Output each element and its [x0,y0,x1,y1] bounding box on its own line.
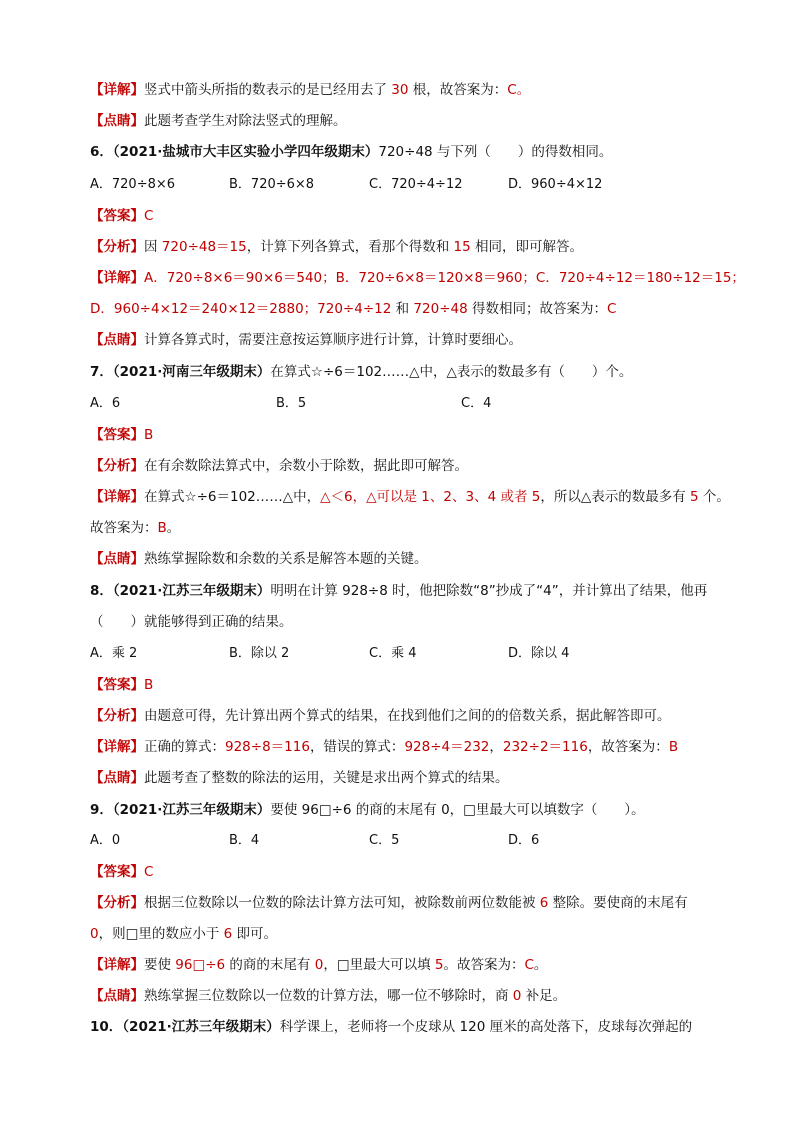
q8-stem: 8．（2021·江苏三年级期末）明明在计算 928÷8 时，他把除数“8”抄成了“4”，并计算出了结果，他再 [90,583,708,599]
option-b: B．5 [276,396,307,411]
analysis-tag: 【分析】 [90,239,144,255]
q9-point: 【点睛】熟练掌握三位数除以一位数的计算方法，哪一位不够除时，商 0 补足。 [90,988,567,1004]
q6-stem: 6．（2021·盐城市大丰区实验小学四年级期末）720÷48 与下列（ ）的得数相同。 [90,144,613,160]
analysis-tag: 【分析】 [90,708,144,724]
q8-detail: 【详解】正确的算式：928÷8＝116，错误的算式：928÷4＝232，232÷2＝116，故答案为：B [90,739,679,755]
option-d: D．6 [508,833,540,848]
option-a: A．720÷8×6 [90,177,176,192]
option-a: A．6 [90,396,121,411]
answer-tag: 【答案】 [90,677,144,693]
question-number: 7． [90,364,113,380]
q9-analysis: 【分析】根据三位数除以一位数的除法计算方法可知，被除数前两位数能被 6 整除。要使商的末尾有 [90,895,688,911]
option-b: B．720÷6×8 [229,177,315,192]
q6-answer: 【答案】C [90,208,154,224]
question-number: 8． [90,583,113,599]
option-a: A．0 [90,833,121,848]
option-b: B．4 [229,833,260,848]
q8-stem-cont: （ ）就能够得到正确的结果。 [90,614,293,630]
q6-detail-cont: D．960÷4×12＝240×12＝2880；720÷4÷12 和 720÷48 得数相同；故答案为：C [90,301,617,317]
point-tag: 【点睛】 [90,332,144,348]
q9-analysis-cont: 0，则□里的数应小于 6 即可。 [90,926,278,942]
option-c: C．乘 4 [369,646,417,661]
detail-tag: 【详解】 [90,270,144,286]
option-d: D．除以 4 [508,646,570,661]
point-tag: 【点睛】 [90,113,144,129]
q6-point: 【点睛】计算各算式时，需要注意按运算顺序进行计算，计算时要细心。 [90,332,522,348]
q8-answer: 【答案】B [90,677,154,693]
point-tag: 【点睛】 [90,770,144,786]
q8-analysis: 【分析】由题意可得，先计算出两个算式的结果，在找到他们之间的的倍数关系，据此解答即可。 [90,708,671,724]
point-tag: 【点睛】 [90,988,144,1004]
q6-detail: 【详解】A．720÷8×6＝90×6＝540；B．720÷6×8＝120×8＝960；C．720÷4÷12＝180÷12＝15； [90,270,745,286]
option-b: B．除以 2 [229,646,290,661]
q9-detail: 【详解】要使 96□÷6 的商的末尾有 0，□里最大可以填 5。故答案为：C。 [90,957,548,973]
q9-stem: 9．（2021·江苏三年级期末）要使 96□÷6 的商的末尾有 0，□里最大可以填数字（ ）。 [90,802,645,818]
option-c: C．720÷4÷12 [369,177,463,192]
question-number: 6． [90,144,113,160]
option-a: A．乘 2 [90,646,138,661]
question-source: （2021·江苏三年级期末） [112,583,271,599]
option-d: D．960÷4×12 [508,177,603,192]
q8-point: 【点睛】此题考查了整数的除法的运用，关键是求出两个算式的结果。 [90,770,509,786]
point-tag: 【点睛】 [90,551,144,567]
q9-answer: 【答案】C [90,864,154,880]
question-source: （2021·江苏三年级期末） [112,802,271,818]
q6-analysis: 【分析】因 720÷48＝15，计算下列各算式，看那个得数和 15 相同，即可解答。 [90,239,584,255]
option-c: C．4 [461,396,492,411]
q7-analysis: 【分析】在有余数除法算式中，余数小于除数，据此即可解答。 [90,458,468,474]
detail-tag: 【详解】 [90,957,144,973]
question-number: 10． [90,1019,123,1035]
answer-tag: 【答案】 [90,864,144,880]
q7-stem: 7．（2021·河南三年级期末）在算式☆÷6＝102……△中，△表示的数最多有（ ）个。 [90,364,633,380]
detail-tag: 【详解】 [90,82,144,98]
q7-answer: 【答案】B [90,427,154,443]
q7-point: 【点睛】熟练掌握除数和余数的关系是解答本题的关键。 [90,551,428,567]
question-number: 9． [90,802,113,818]
detail-tag: 【详解】 [90,739,144,755]
answer-tag: 【答案】 [90,208,144,224]
analysis-tag: 【分析】 [90,895,144,911]
question-source: （2021·盐城市大丰区实验小学四年级期末） [112,144,379,160]
option-c: C．5 [369,833,400,848]
q5-point: 【点睛】此题考查学生对除法竖式的理解。 [90,113,347,129]
q10-stem: 10．（2021·江苏三年级期末）科学课上，老师将一个皮球从 120 厘米的高处落下，皮球每次弹起的 [90,1019,693,1035]
question-source: （2021·河南三年级期末） [112,364,271,380]
q5-detail: 【详解】竖式中箭头所指的数表示的是已经用去了 30 根，故答案为：C。 [90,82,531,98]
q7-detail: 【详解】在算式☆÷6＝102……△中，△＜6，△可以是 1、2、3、4 或者 5，所以△表示的数最多有 5 个。 [90,489,730,505]
q7-detail-cont: 故答案为：B。 [90,520,181,536]
answer-tag: 【答案】 [90,427,144,443]
analysis-tag: 【分析】 [90,458,144,474]
question-source: （2021·江苏三年级期末） [122,1019,280,1035]
detail-tag: 【详解】 [90,489,144,505]
